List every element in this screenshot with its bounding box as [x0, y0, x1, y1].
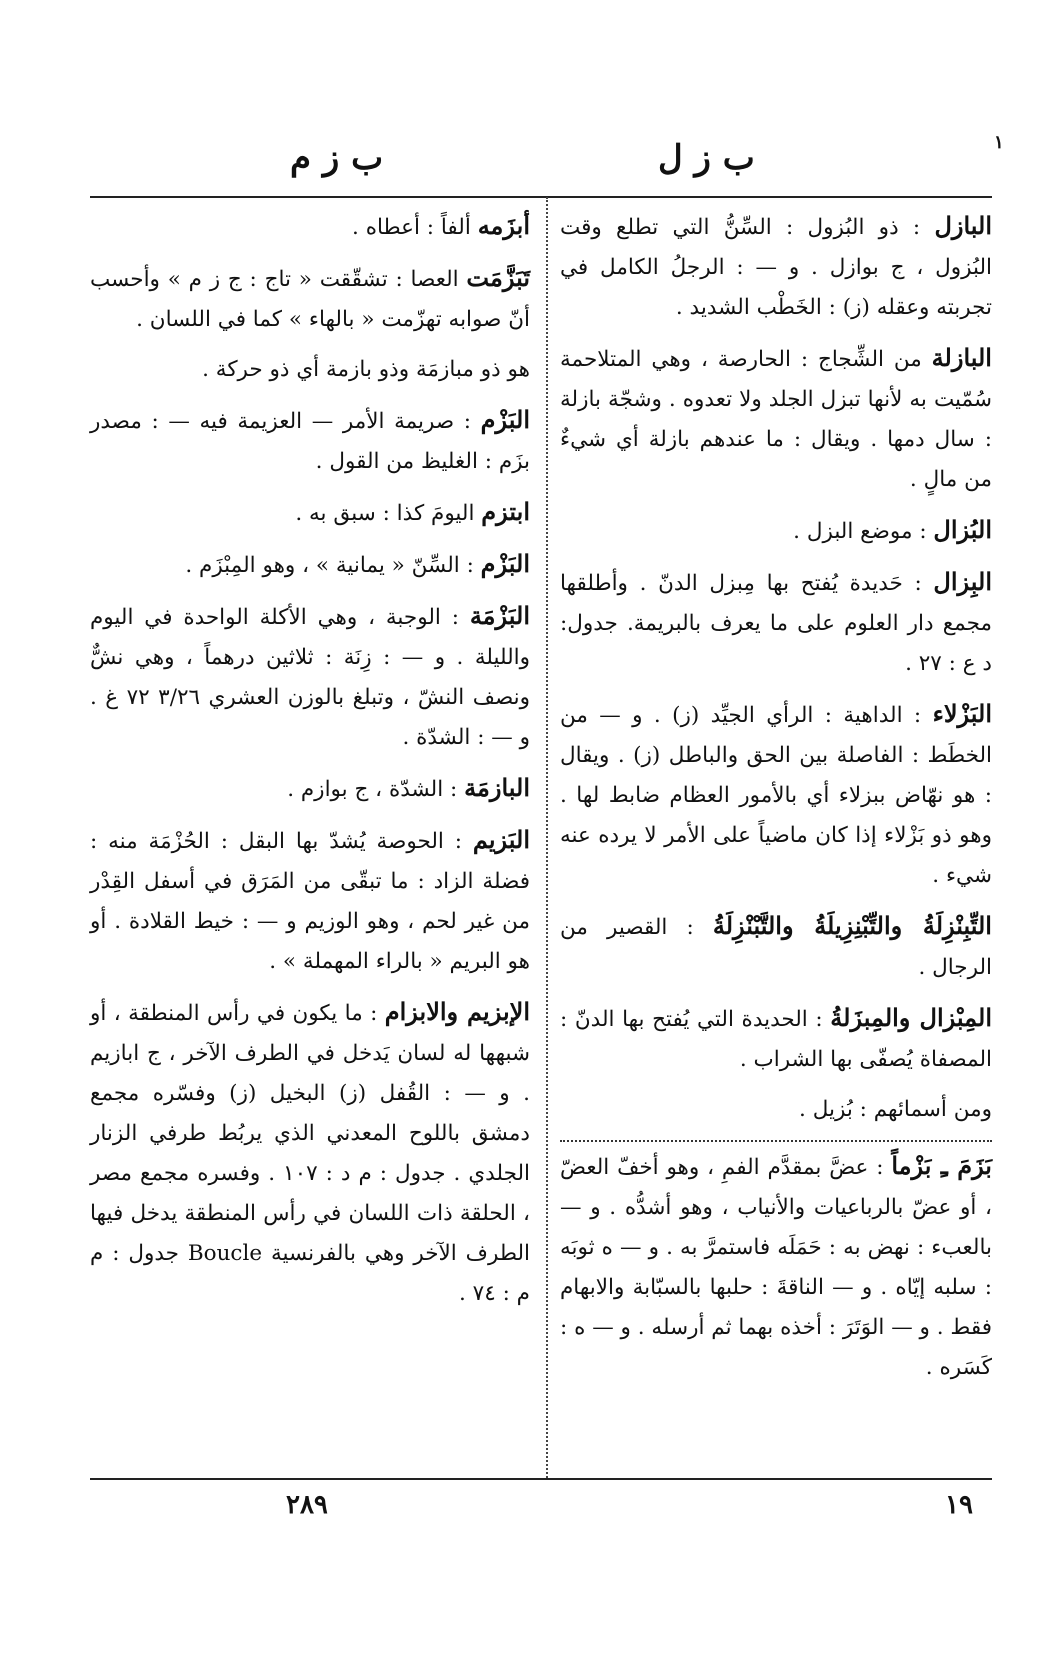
entry-headword: البازمَة: [464, 773, 530, 802]
dictionary-entry: [90, 492, 530, 534]
dictionary-entry: [90, 400, 530, 482]
dictionary-entry: [90, 544, 530, 586]
entry-definition: : ذو البُزول : السِّنُّ التي تطلع وقت البُزول ، ج بوازل . و — : الرجلُ الكامل في تجربته وعقله (ز) : الخَطْب الشديد .: [560, 215, 992, 320]
entry-definition: : صريمة الأمر — العزيمة فيه — : مصدر بزَم : الغليظ من القول .: [90, 409, 530, 474]
entry-headword: تَبَزَّمَت: [466, 263, 530, 292]
entry-definition: : الحديدة التي يُفتح بها الدنّ : المصفاة يُصفّى بها الشراب .: [560, 1007, 992, 1072]
dictionary-entry: [560, 1140, 992, 1388]
entry-headword: البَزْلاء: [932, 699, 992, 728]
dictionary-entry: [90, 768, 530, 810]
entry-headword: البازلة: [931, 343, 992, 372]
dictionary-entry: [560, 510, 992, 552]
entry-headword: البَزيم: [472, 825, 530, 854]
entry-headword: المِبْزال والمِبزَلةُ: [830, 1003, 992, 1032]
entry-headword: أبزَمه: [477, 211, 530, 240]
entry-headword: ابتزم: [481, 497, 530, 526]
entry-definition: : عضَّ بمقدَّم الفمِ ، وهو أخفّ العضّ ، أو عضّ بالرباعيات والأنياب ، وهو أشدُّه . و — بالعبء : نهض به : حَمَلَه فاستمرَّ به . و — ه ثوبَه : سلبه إيّاه . و — الناقةَ : حلبها بالسبّابة والابهام فقط . و — الوَتَرَ : أخذه بهما ثم أرسله . و — ه : كَسَره .: [560, 1155, 992, 1380]
entry-definition: : الحوصة يُشدّ بها البقل : الحُزْمَة منه : فضلة الزاد : ما تبقّى من المَرَق في أسفل القِدْر من غير لحم ، وهو الوزيم و — : خيط القلادة . أو هو البريم « بالراء المهملة » .: [90, 829, 530, 974]
entry-headword: البَزْم: [480, 549, 530, 578]
left-column: [90, 206, 530, 1324]
right-column: [560, 206, 992, 1398]
entry-definition: : ما يكون في رأس المنطقة ، أو شبهها له لسان يَدخل في الطرف الآخر ، ج ابازيم . و — : القُفل (ز) البخيل (ز) وفسّره مجمع دمشق باللوح المعدني الذي يربُط طرفي الزنار الجلدي . جدول : م د : ١٠٧ . وفسره مجمع مصر ، الحلقة ذات اللسان في رأس المنطقة يدخل فيها الطرف الآخر وهي بالفرنسية Boucle جدول : م م : ٧٤ .: [90, 1001, 530, 1306]
entry-headword: البازل: [934, 211, 992, 240]
entry-definition: اليومَ كذا : سبق به .: [295, 501, 475, 526]
dictionary-entry: [90, 206, 530, 248]
volume-page-number: ١٩: [945, 1490, 973, 1520]
dictionary-entry: [560, 562, 992, 684]
entry-headword: بَزَمَ ـِ بَزْماً: [891, 1151, 992, 1180]
root-heading-right: ب ز ل: [658, 138, 755, 178]
dictionary-entry: [90, 992, 530, 1314]
dictionary-entry: [90, 350, 530, 390]
entry-headword: البَزْمَة: [469, 601, 530, 630]
top-rule: [90, 196, 992, 198]
margin-mark: ١: [994, 132, 1004, 153]
entry-definition: العصا : تشقّقت « تاج : ج ز م » وأحسب أنّ صوابه تهزّمت « بالهاء » كما في اللسان .: [90, 267, 530, 332]
bottom-rule: [90, 1478, 992, 1480]
dictionary-entry: [560, 338, 992, 500]
entry-definition: : الشدّة ، ج بوازم .: [287, 777, 458, 802]
root-heading-left: ب ز م: [290, 138, 384, 178]
entry-definition: : الوجبة ، وهي الأكلة الواحدة في اليوم والليلة . و — : زِنَة : ثلاثين درهماً ، وهي نشٌّ ونصف النشّ ، وتبلغ بالوزن العشري ٣/٢٦ ٧٢ غ . و — : الشدّة .: [90, 605, 530, 750]
entry-definition: : السِّنّ « يمانية » ، وهو المِبْزَم .: [185, 553, 474, 578]
dictionary-entry: [560, 206, 992, 328]
entry-headword: البِزال: [933, 567, 992, 596]
dictionary-entry: [90, 596, 530, 758]
entry-definition: : الداهية : الرأي الجيِّد (ز) . و — من الخطَط : الفاصلة بين الحق والباطل (ز) . ويقال : هو نهّاض ببزلاء أي بالأمور العظام ضابط لها . وهو ذو بَزْلاء إذا كان ماضياً على الأمر لا يرده عنه شيء .: [560, 703, 992, 888]
entry-definition: ألفاً : أعطاه .: [352, 215, 471, 240]
entry-headword: الإبزيم والابزام: [384, 997, 530, 1026]
column-separator: [546, 197, 548, 1478]
entry-headword: البُزال: [933, 515, 992, 544]
dictionary-entry: [560, 906, 992, 988]
dictionary-entry: [560, 1090, 992, 1130]
entry-definition: : موضع البزل .: [793, 519, 927, 544]
dictionary-entry: [560, 998, 992, 1080]
entry-definition: : القصير من الرجال .: [560, 915, 992, 980]
entry-definition: من الشِّجاج : الحارصة ، وهي المتلاحمة سُمّيت به لأنها تبزل الجلد ولا تعدوه . وشجّة بازلة : سال دمها . ويقال : ما عندهم بازلة أي شيءٌ من مالٍ .: [560, 347, 992, 492]
dictionary-entry: [90, 820, 530, 982]
entry-headword: البَزْم: [480, 405, 530, 434]
entry-definition: ومن أسمائهم : بُزيل .: [799, 1097, 992, 1122]
entry-definition: هو ذو مبازمَة وذو بازمة أي ذو حركة .: [202, 357, 530, 382]
dictionary-entry: [90, 258, 530, 340]
entry-headword: التِّبِنْزِلَةُ والتِّبْنِزِيلَةُ والتَّبْنْزِلَةُ: [712, 911, 992, 940]
entry-definition: : حَديدة يُفتح بها مِبزل الدنّ . وأطلقها مجمع دار العلوم على ما يعرف بالبريمة. جدول: د ع : ٢٧ .: [560, 571, 992, 676]
dictionary-entry: [560, 694, 992, 896]
page-number-arabic: ٢٨٩: [286, 1490, 328, 1520]
